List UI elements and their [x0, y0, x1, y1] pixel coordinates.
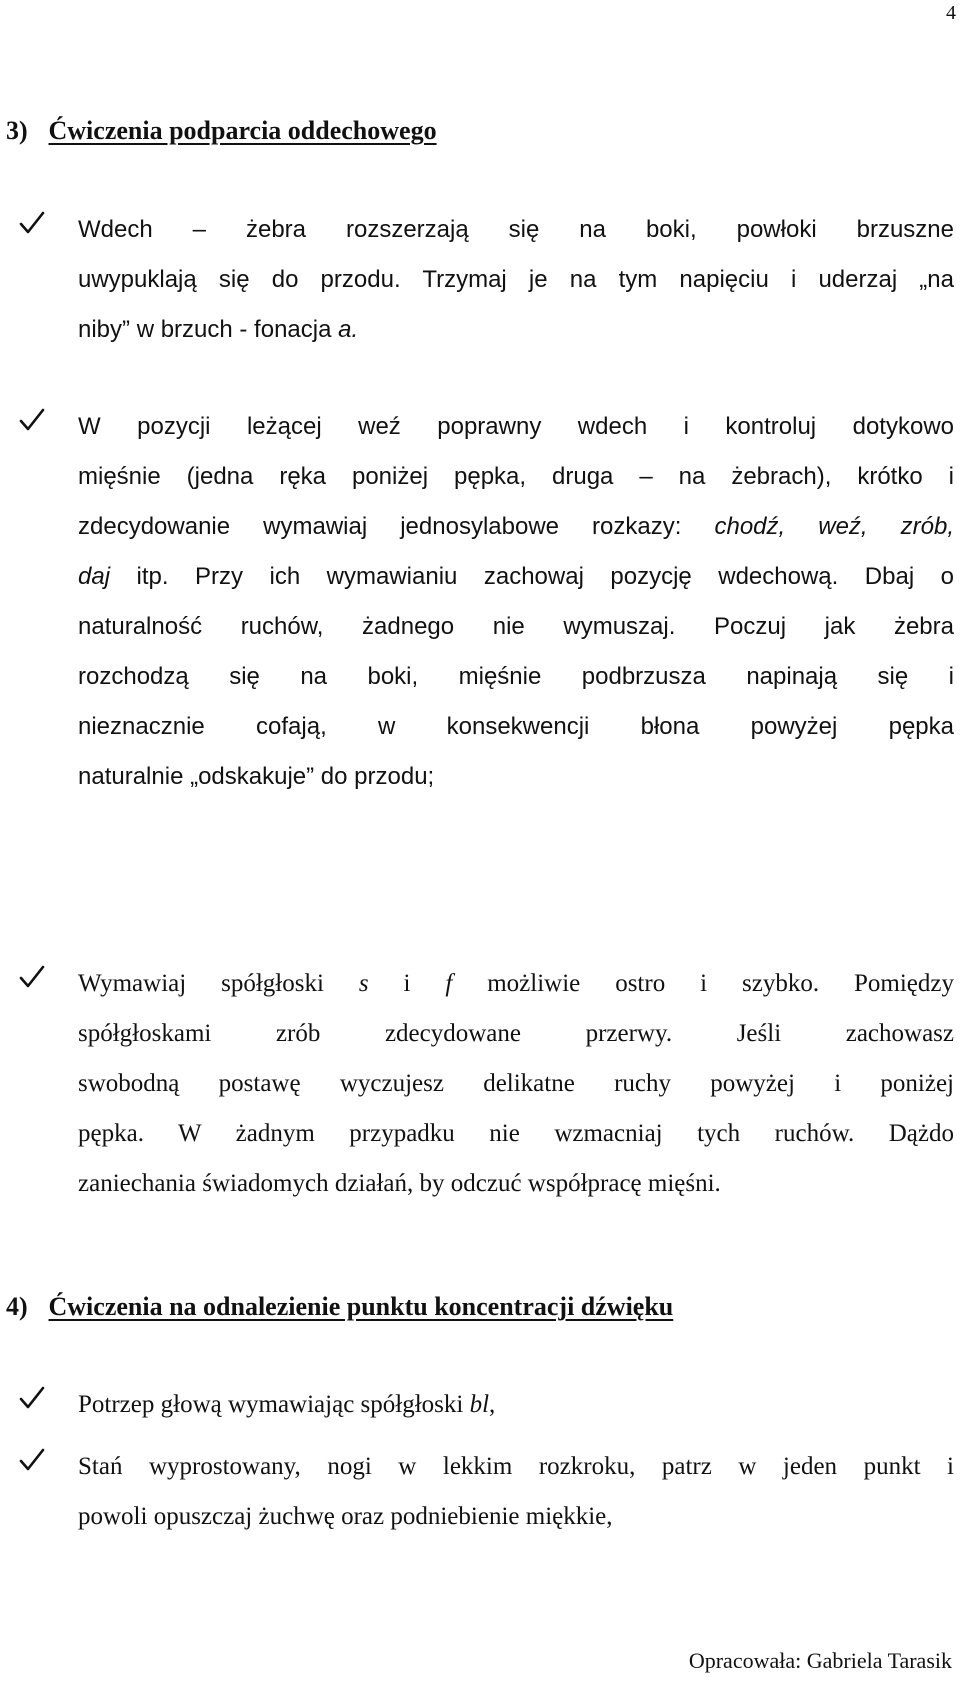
- check-icon: [18, 209, 50, 239]
- item-line: daj itp. Przy ich wymawianiu zachowaj pozycję wdechową. Dbaj o: [78, 563, 954, 590]
- item-line: zaniechania świadomych działań, by odczuć współpracę mięśni.: [78, 1170, 721, 1197]
- item-line: Potrzep głową wymawiając spółgłoski bl,: [78, 1391, 496, 1418]
- page-number: 4: [946, 2, 956, 24]
- list-item: [78, 205, 954, 355]
- item-line: mięśnie (jedna ręka poniżej pępka, druga – na żebrach), krótko i: [78, 463, 954, 490]
- item-line: swobodną postawę wyczujesz delikatne ruchy powyżej i poniżej: [78, 1070, 954, 1097]
- item-line: zdecydowanie wymawiaj jednosylabowe rozkazy: chodź, weź, zrób,: [78, 513, 955, 540]
- check-icon: [18, 1384, 50, 1414]
- section-3-title: Ćwiczenia podparcia oddechowego: [48, 116, 437, 145]
- section-4-title: Ćwiczenia na odnalezienie punktu koncentracji dźwięku: [48, 1292, 674, 1321]
- footer-author: Opracowała: Gabriela Tarasik: [688, 1648, 952, 1673]
- section-4-heading: [6, 1292, 673, 1322]
- section-4-number: 4): [6, 1292, 28, 1321]
- item-line: naturalność ruchów, żadnego nie wymuszaj. Poczuj jak żebra: [78, 613, 954, 640]
- check-icon: [18, 406, 50, 436]
- list-item: [78, 402, 954, 802]
- section-3-number: 3): [6, 116, 28, 145]
- list-item: [78, 1442, 954, 1542]
- item-line: W pozycji leżącej weź poprawny wdech i kontroluj dotykowo: [78, 413, 954, 440]
- item-line: niby” w brzuch - fonacja a.: [78, 316, 359, 343]
- item-line: Wdech – żebra rozszerzają się na boki, powłoki brzuszne: [78, 216, 954, 243]
- check-icon: [18, 1446, 50, 1476]
- item-line: Wymawiaj spółgłoski s i f możliwie ostro i szybko. Pomiędzy: [78, 970, 954, 997]
- check-icon: [18, 963, 50, 993]
- list-item: [78, 959, 954, 1209]
- item-line: Stań wyprostowany, nogi w lekkim rozkroku, patrz w jeden punkt i: [78, 1453, 954, 1480]
- item-line: rozchodzą się na boki, mięśnie podbrzusza napinają się i: [78, 663, 954, 690]
- item-line: powoli opuszczaj żuchwę oraz podniebienie miękkie,: [78, 1503, 613, 1530]
- item-line: nieznacznie cofają, w konsekwencji błona powyżej pępka: [78, 713, 954, 740]
- item-line: naturalnie „odskakuje” do przodu;: [78, 763, 435, 790]
- item-line: pępka. W żadnym przypadku nie wzmacniaj tych ruchów. Dążdo: [78, 1120, 954, 1147]
- list-item: [78, 1380, 954, 1430]
- item-line: uwypuklają się do przodu. Trzymaj je na tym napięciu i uderzaj „na: [78, 266, 954, 293]
- item-line: spółgłoskami zrób zdecydowane przerwy. Jeśli zachowasz: [78, 1020, 954, 1047]
- section-3-heading: [6, 116, 437, 146]
